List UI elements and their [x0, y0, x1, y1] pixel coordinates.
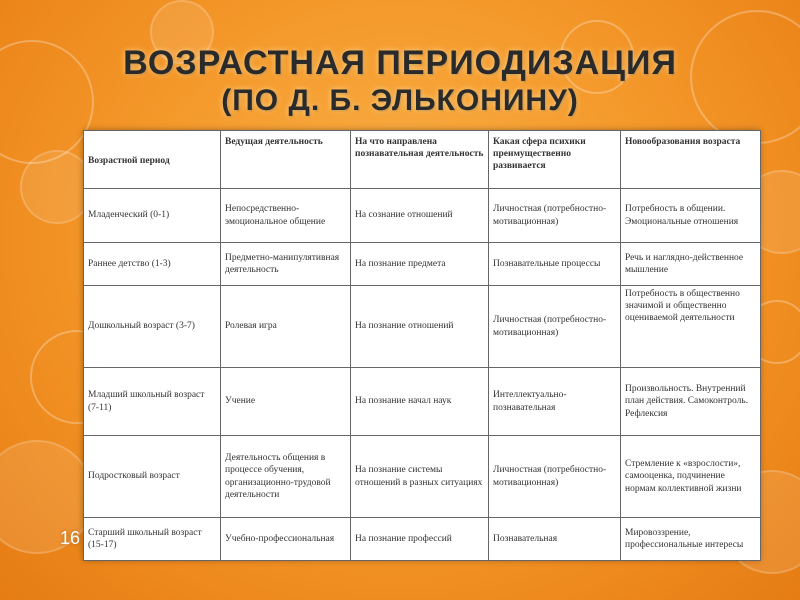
table-cell: Потребность в общении. Эмоциональные отношения: [621, 189, 761, 243]
table-row: [84, 368, 761, 436]
slide-title: ВОЗРАСТНАЯ ПЕРИОДИЗАЦИЯ: [123, 44, 677, 82]
table-cell: Младенческий (0-1): [84, 189, 221, 243]
table-cell: Младший школьный возраст (7-11): [84, 368, 221, 436]
table-cell: Личностная (потребностно-мотивационная): [489, 189, 621, 243]
table-cell: Учение: [221, 368, 351, 436]
table-cell: Дошкольный возраст (3-7): [84, 286, 221, 368]
table-cell: На познание отношений: [351, 286, 489, 368]
periodization-table: [83, 130, 761, 561]
table-cell: Речь и наглядно-действенное мышление: [621, 243, 761, 286]
table-cell: Непосредственно-эмоциональное общение: [221, 189, 351, 243]
header-cell: Новообразования возраста: [621, 131, 761, 189]
table-cell: Познавательные процессы: [489, 243, 621, 286]
table-cell: Потребность в общественно значимой и общественно оцениваемой деятельности: [621, 286, 761, 368]
table-row: [84, 518, 761, 561]
table-cell: Стремление к «взрослости», самооценка, подчинение нормам коллективной жизни: [621, 436, 761, 518]
table-cell: На сознание отношений: [351, 189, 489, 243]
table-cell: Личностная (потребностно-мотивационная): [489, 286, 621, 368]
table-row: [84, 286, 761, 368]
header-cell: Какая сфера психики преимущественно развивается: [489, 131, 621, 189]
table-cell: Интеллектуально-познавательная: [489, 368, 621, 436]
table-cell: Деятельность общения в процессе обучения, организационно-трудовой деятельности: [221, 436, 351, 518]
header-cell: На что направлена познавательная деятельность: [351, 131, 489, 189]
table-cell: Подростковый возраст: [84, 436, 221, 518]
table-row: [84, 189, 761, 243]
slide-subtitle: (ПО Д. Б. ЭЛЬКОНИНУ): [221, 84, 579, 117]
table-cell: На познание профессий: [351, 518, 489, 561]
table-cell: Старший школьный возраст (15-17): [84, 518, 221, 561]
header-cell: Ведущая деятельность: [221, 131, 351, 189]
table-cell: На познание начал наук: [351, 368, 489, 436]
table-header-row: [84, 131, 761, 189]
table-cell: Учебно-профессиональная: [221, 518, 351, 561]
table-row: [84, 436, 761, 518]
slide-number: 16: [60, 528, 81, 548]
table-cell: Мировоззрение, профессиональные интересы: [621, 518, 761, 561]
table-cell: Предметно-манипулятивная деятельность: [221, 243, 351, 286]
header-cell: Возрастной период: [84, 131, 221, 189]
table-cell: На познание предмета: [351, 243, 489, 286]
table-cell: Познавательная: [489, 518, 621, 561]
table-cell: Произвольность. Внутренний план действия. Самоконтроль. Рефлексия: [621, 368, 761, 436]
periodization-table-container: [83, 130, 760, 560]
table-cell: Раннее детство (1-3): [84, 243, 221, 286]
table-cell: Ролевая игра: [221, 286, 351, 368]
table-row: [84, 243, 761, 286]
table-cell: На познание системы отношений в разных ситуациях: [351, 436, 489, 518]
table-cell: Личностная (потребностно-мотивационная): [489, 436, 621, 518]
